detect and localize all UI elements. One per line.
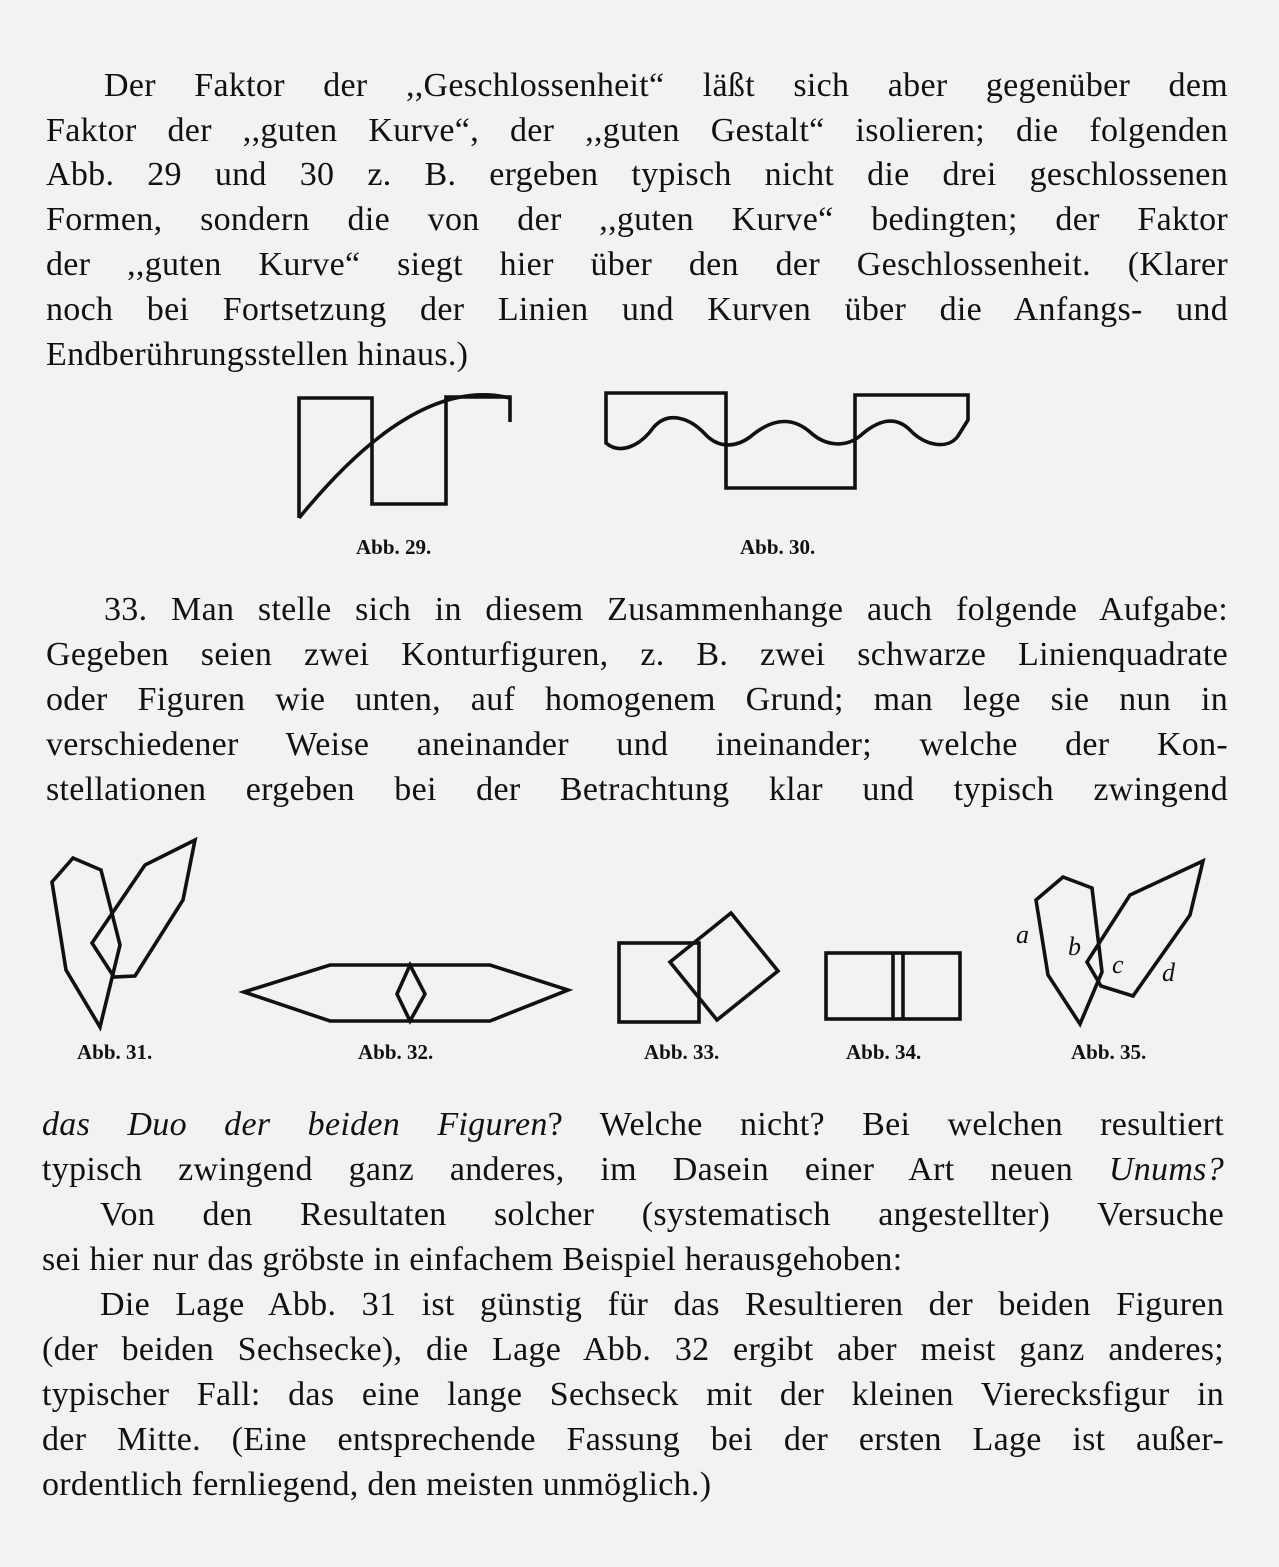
caption-abb-32: Abb. 32. [358,1040,434,1064]
caption-abb-31: Abb. 31. [77,1040,153,1064]
text-line: Gegeben seien zwei Konturfiguren, z. B. zwei schwarze Linienquadrate [46,636,1228,673]
italic-phrase-duo: das Duo der beiden Figuren [42,1106,548,1143]
figure-32 [244,965,568,1021]
text-line: der ,,guten Kurve“ siegt hier über den der Geschlossenheit. (Klarer [46,246,1228,283]
fig35-label-d: d [1162,958,1175,987]
text-fragment: typisch zwingend ganz anderes, im Dasein einer Art neuen [42,1151,1109,1188]
figure-31 [52,840,195,1027]
text-line: Der Faktor der ,,Geschlossenheit“ läßt sich aber gegenüber dem [104,67,1228,104]
text-line: verschiedener Weise aneinander und ineinander; welche der Kon- [46,726,1228,763]
text-line: noch bei Fortsetzung der Linien und Kurven über die Anfangs- und [46,291,1228,328]
text-line: 33. Man stelle sich in diesem Zusammenhange auch folgende Aufgabe: [104,591,1228,628]
figure-33 [619,913,778,1022]
fig35-label-b: b [1068,932,1081,961]
fig35-label-c: c [1112,950,1124,979]
text-line: Endberührungsstellen hinaus.) [46,336,469,373]
text-line: oder Figuren wie unten, auf homogenem Grund; man lege sie nun in [46,681,1228,718]
text-line: (der beiden Sechsecke), die Lage Abb. 32 ergibt aber meist ganz anderes; [42,1331,1224,1368]
text-line: Von den Resultaten solcher (systematisch angestellter) Versuche [100,1196,1224,1233]
text-line [42,1103,1224,1147]
figure-35 [1036,861,1203,1024]
caption-abb-30: Abb. 30. [740,535,816,559]
caption-abb-35: Abb. 35. [1071,1040,1147,1064]
text-line: Formen, sondern die von der ,,guten Kurve“ bedingten; der Faktor [46,201,1228,238]
text-line: stellationen ergeben bei der Betrachtung klar und typisch zwingend [46,771,1228,808]
text-line: ordentlich fernliegend, den meisten unmöglich.) [42,1466,712,1503]
text-fragment: ? Welche nicht? Bei welchen resultiert [547,1106,1224,1143]
text-line: typischer Fall: das eine lange Sechseck mit der kleinen Vierecksfigur in [42,1376,1224,1413]
text-line [42,1148,1224,1192]
caption-abb-33: Abb. 33. [644,1040,720,1064]
italic-word-unums: Unums? [1108,1151,1224,1188]
text-line: Abb. 29 und 30 z. B. ergeben typisch nicht die drei geschlossenen [46,156,1228,193]
text-line: Faktor der ,,guten Kurve“, der ,,guten Gestalt“ isolieren; die folgenden [46,112,1228,149]
text-line: der Mitte. (Eine entsprechende Fassung bei der ersten Lage ist außer- [42,1421,1224,1458]
caption-abb-34: Abb. 34. [846,1040,922,1064]
caption-abb-29: Abb. 29. [356,535,432,559]
figure-34 [826,953,960,1019]
text-line: Die Lage Abb. 31 ist günstig für das Resultieren der beiden Figuren [100,1286,1224,1323]
text-line: sei hier nur das gröbste in einfachem Beispiel herausgehoben: [42,1241,903,1278]
fig35-label-a: a [1016,920,1029,949]
